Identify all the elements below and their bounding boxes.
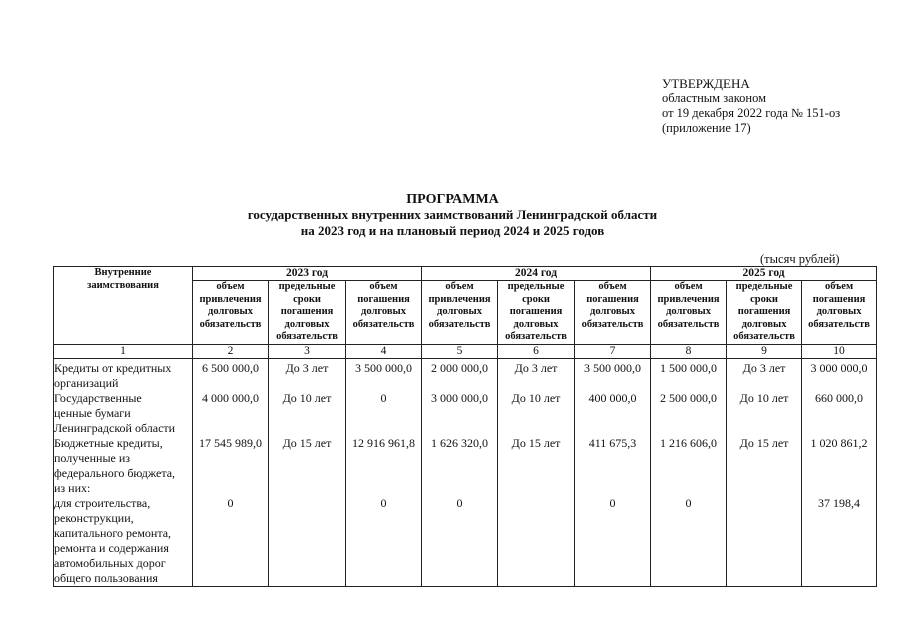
- subheader-cell: предельные сроки погашения долговых обязательств: [269, 281, 346, 345]
- approval-title: УТВЕРЖДЕНА: [662, 76, 750, 91]
- value-cell: 411 675,3: [575, 436, 651, 496]
- column-number: 4: [346, 344, 422, 358]
- value-cell: 0: [346, 391, 422, 436]
- value-cell: 0: [575, 496, 651, 587]
- document-title: ПРОГРАММА: [406, 192, 499, 207]
- header-year-2024: 2024 год: [422, 267, 651, 281]
- document-subtitle: государственных внутренних заимствований Ленинградской области: [247, 207, 658, 222]
- value-cell: 37 198,4: [802, 496, 877, 587]
- approval-line: областным законом: [662, 91, 767, 105]
- subheader-cell: объем привлечения долговых обязательств: [193, 281, 269, 345]
- value-cell: 0: [193, 496, 269, 587]
- value-cell: До 3 лет: [498, 358, 575, 391]
- value-cell: До 3 лет: [727, 358, 802, 391]
- value-cell: 3 500 000,0: [575, 358, 651, 391]
- value-cell: 0: [651, 496, 727, 587]
- value-cell: 0: [422, 496, 498, 587]
- subheader-cell: объем привлечения долговых обязательств: [651, 281, 727, 345]
- value-cell: 6 500 000,0: [193, 358, 269, 391]
- value-cell: 1 020 861,2: [802, 436, 877, 496]
- column-number: 1: [54, 344, 193, 358]
- value-cell: До 10 лет: [727, 391, 802, 436]
- value-cell: 4 000 000,0: [193, 391, 269, 436]
- column-number: 8: [651, 344, 727, 358]
- subheader-cell: объем погашения долговых обязательств: [802, 281, 877, 345]
- subheader-cell: объем погашения долговых обязательств: [575, 281, 651, 345]
- subheader-cell: предельные сроки погашения долговых обязательств: [498, 281, 575, 345]
- value-cell: 12 916 961,8: [346, 436, 422, 496]
- row-label: для строительства, реконструкции, капитального ремонта, ремонта и содержания автомобильных дорог общего пользования: [54, 496, 193, 587]
- value-cell: 2 500 000,0: [651, 391, 727, 436]
- header-year-2023: 2023 год: [193, 267, 422, 281]
- value-cell: 1 500 000,0: [651, 358, 727, 391]
- header-year-2025: 2025 год: [651, 267, 877, 281]
- value-cell: 3 000 000,0: [802, 358, 877, 391]
- row-label: Государственные ценные бумаги Ленинградской области: [54, 391, 193, 436]
- value-cell: До 3 лет: [269, 358, 346, 391]
- column-number: 3: [269, 344, 346, 358]
- value-cell: До 10 лет: [498, 391, 575, 436]
- value-cell: 400 000,0: [575, 391, 651, 436]
- row-label: Кредиты от кредитных организаций: [54, 358, 193, 391]
- value-cell: 660 000,0: [802, 391, 877, 436]
- header-borrowings: Внутренние заимствования: [54, 267, 193, 345]
- approval-stamp: [662, 76, 840, 136]
- approval-line: (приложение 17): [662, 121, 751, 135]
- table-row: [54, 436, 877, 496]
- value-cell: [269, 496, 346, 587]
- value-cell: 1 216 606,0: [651, 436, 727, 496]
- column-number: 9: [727, 344, 802, 358]
- subheader-cell: предельные сроки погашения долговых обязательств: [727, 281, 802, 345]
- borrowing-program-table: [53, 266, 877, 587]
- value-cell: 1 626 320,0: [422, 436, 498, 496]
- column-number: 5: [422, 344, 498, 358]
- value-cell: 2 000 000,0: [422, 358, 498, 391]
- row-label: Бюджетные кредиты, полученные из федерального бюджета, из них:: [54, 436, 193, 496]
- value-cell: [727, 496, 802, 587]
- value-cell: До 15 лет: [498, 436, 575, 496]
- value-cell: 17 545 989,0: [193, 436, 269, 496]
- column-number: 6: [498, 344, 575, 358]
- approval-line: от 19 декабря 2022 года № 151-оз: [662, 106, 841, 120]
- value-cell: До 15 лет: [727, 436, 802, 496]
- table-row: [54, 391, 877, 436]
- value-cell: До 15 лет: [269, 436, 346, 496]
- column-number: 10: [802, 344, 877, 358]
- value-cell: 3 000 000,0: [422, 391, 498, 436]
- table-row: [54, 496, 877, 587]
- subheader-cell: объем привлечения долговых обязательств: [422, 281, 498, 345]
- value-cell: 0: [346, 496, 422, 587]
- document-subtitle: на 2023 год и на плановый период 2024 и 2025 годов: [300, 223, 605, 238]
- column-number: 7: [575, 344, 651, 358]
- table-row: [54, 358, 877, 391]
- value-cell: До 10 лет: [269, 391, 346, 436]
- value-cell: 3 500 000,0: [346, 358, 422, 391]
- units-note: (тысяч рублей): [760, 252, 840, 266]
- value-cell: [498, 496, 575, 587]
- subheader-cell: объем погашения долговых обязательств: [346, 281, 422, 345]
- column-number: 2: [193, 344, 269, 358]
